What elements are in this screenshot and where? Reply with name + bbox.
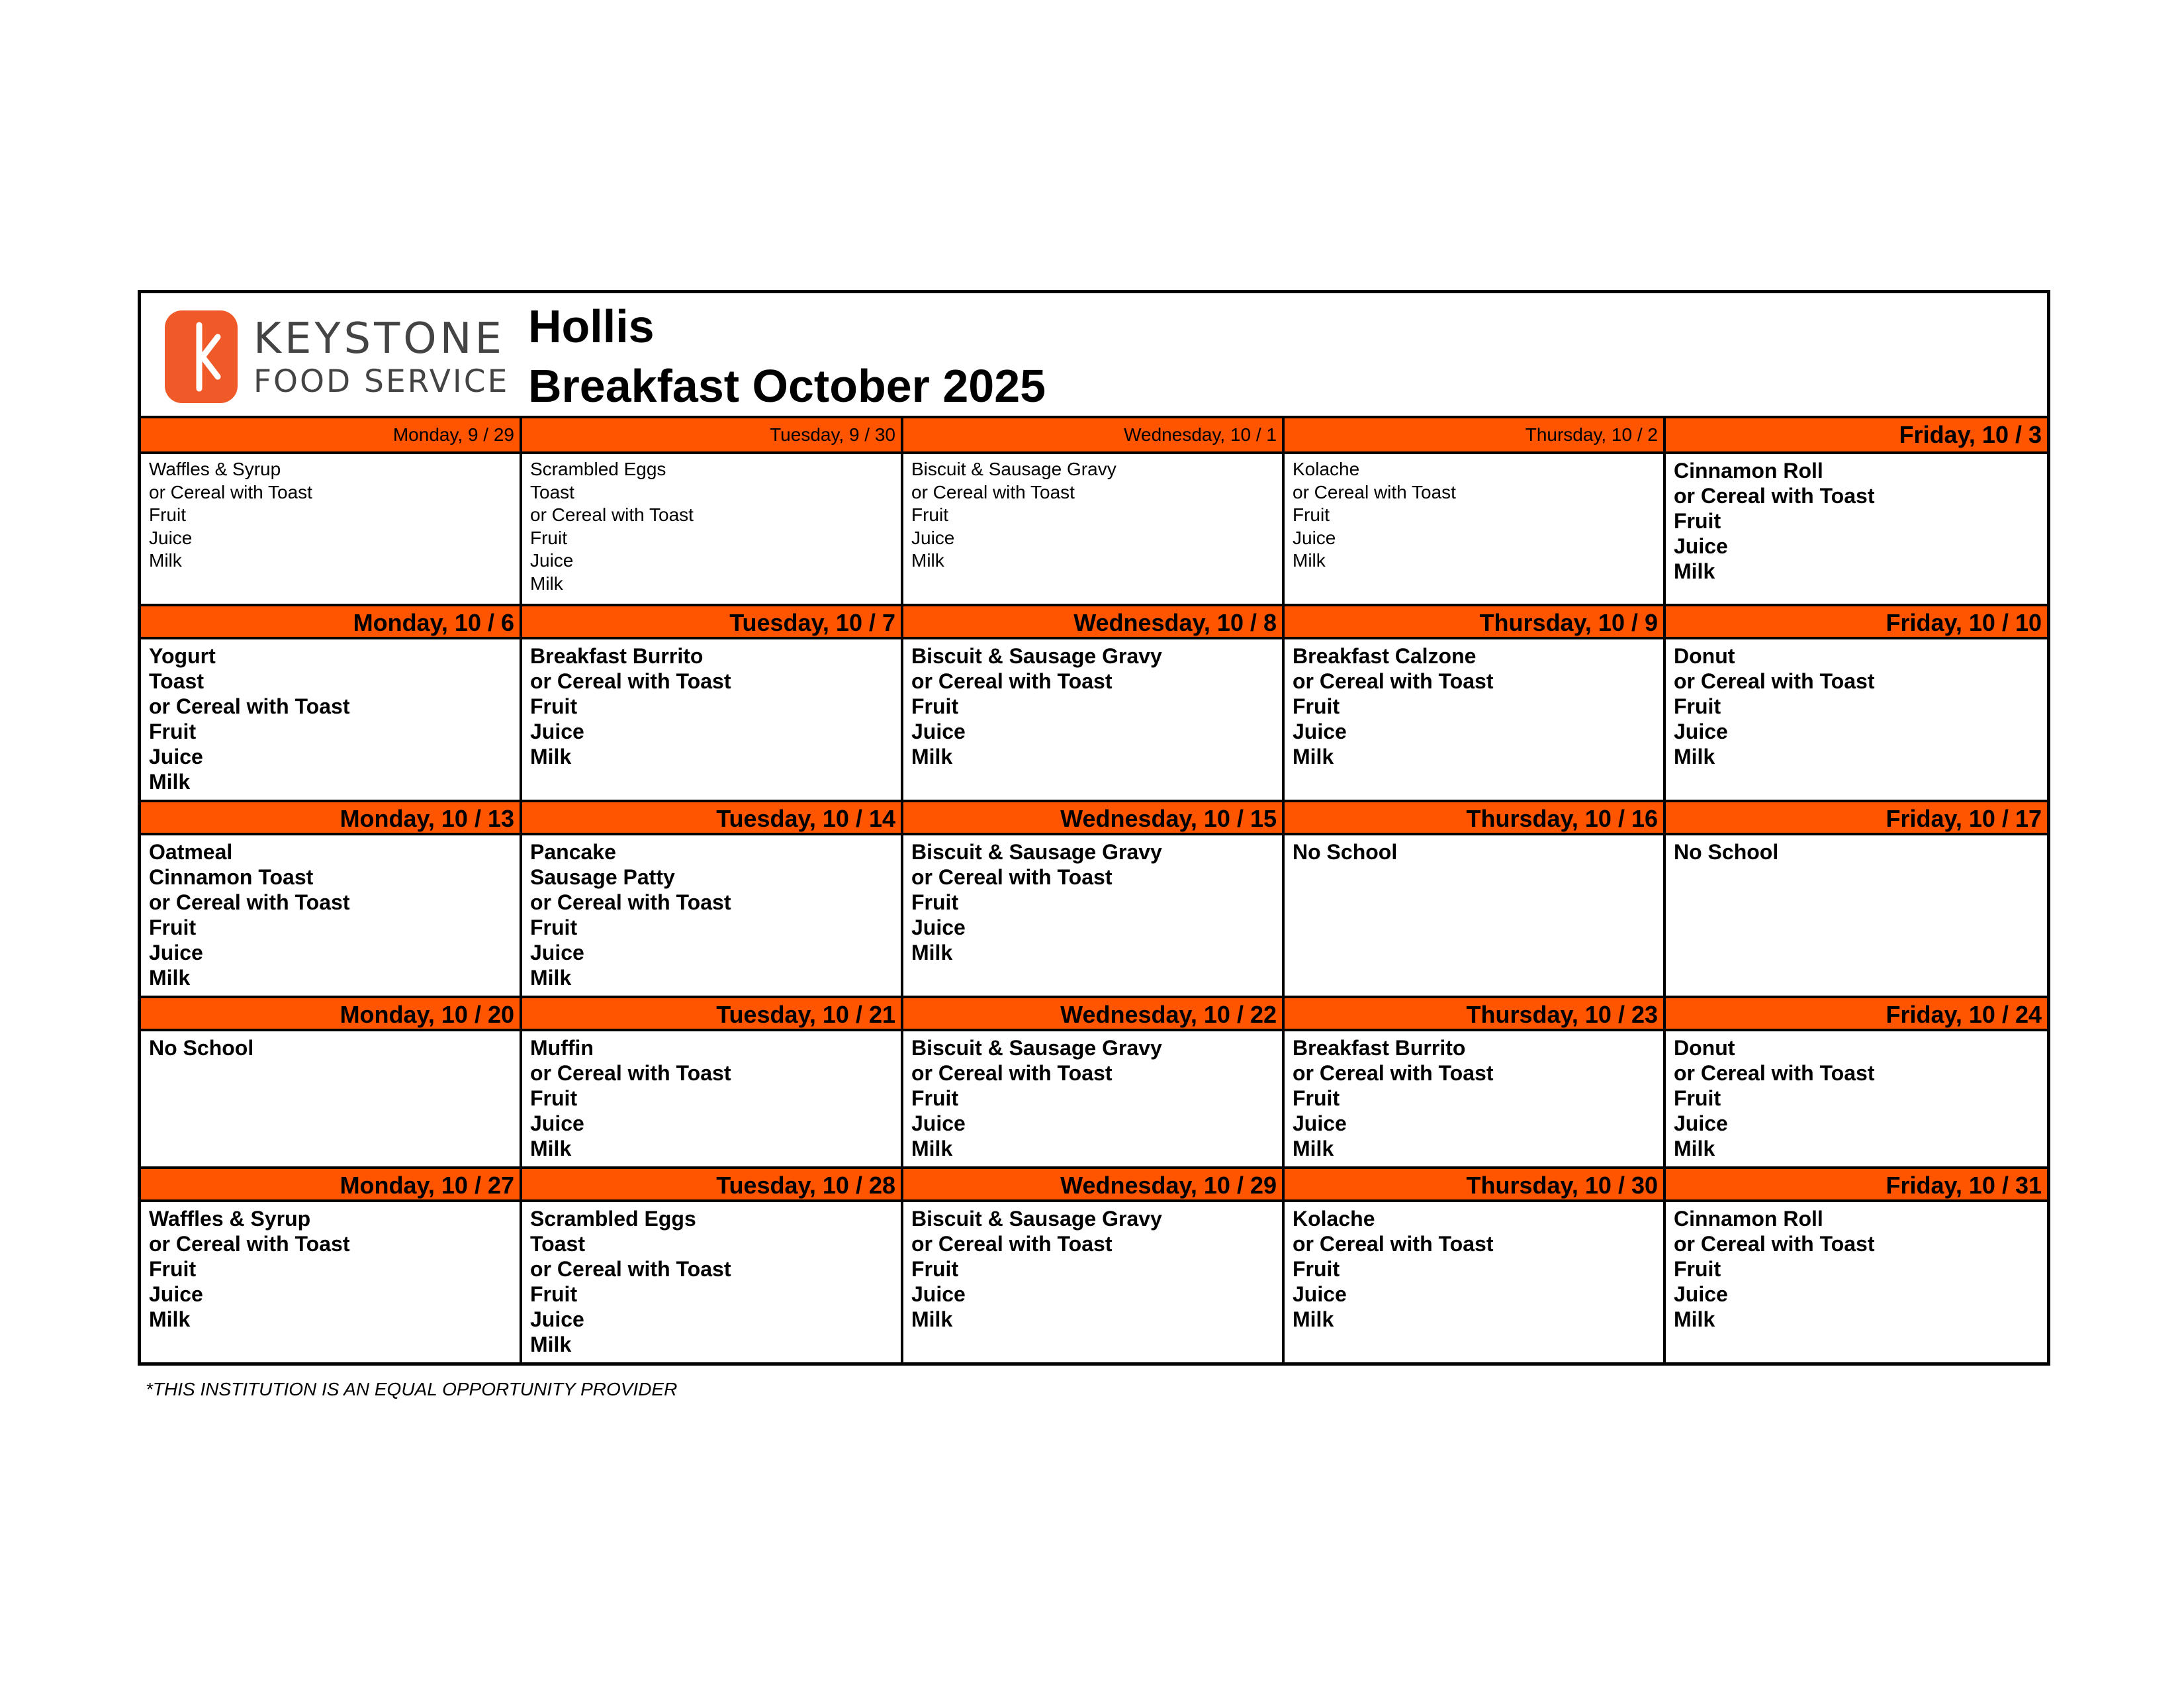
menu-items-list [1285, 639, 1663, 800]
menu-item: Fruit [149, 915, 197, 939]
menu-item: Fruit [530, 915, 578, 939]
menu-item: Cinnamon Roll [1674, 1207, 1823, 1231]
day-date-header: Tuesday, 9 / 30 [522, 418, 901, 454]
day-date-header: Monday, 9 / 29 [141, 418, 520, 454]
menu-items-list [903, 454, 1282, 604]
day-date-header: Wednesday, 10 / 1 [903, 418, 1282, 454]
menu-item: Juice [911, 1111, 966, 1135]
day-cell [141, 604, 522, 800]
menu-item: or Cereal with Toast [530, 1257, 731, 1281]
menu-item: No School [1674, 840, 1779, 864]
menu-item: Biscuit & Sausage Gravy [911, 840, 1162, 864]
day-date-header: Friday, 10 / 10 [1666, 604, 2047, 639]
menu-items-list [903, 639, 1282, 800]
day-date-header: Tuesday, 10 / 7 [522, 604, 901, 639]
day-cell [1285, 418, 1666, 604]
day-date-header: Friday, 10 / 3 [1666, 418, 2047, 454]
menu-item: Fruit [530, 1086, 578, 1110]
menu-items-list [1666, 1202, 2047, 1362]
day-date-header: Wednesday, 10 / 22 [903, 996, 1282, 1031]
day-cell [522, 996, 903, 1166]
menu-item: Toast [530, 481, 574, 502]
menu-item: or Cereal with Toast [149, 890, 350, 914]
menu-item: Biscuit & Sausage Gravy [911, 1207, 1162, 1231]
menu-item: Waffles & Syrup [149, 459, 281, 479]
menu-item: Fruit [530, 1282, 578, 1306]
menu-item: Milk [149, 1307, 191, 1331]
menu-header [141, 293, 2047, 418]
day-cell [903, 800, 1285, 996]
menu-item: Toast [149, 669, 204, 693]
menu-item: Juice [911, 915, 966, 939]
menu-item: Fruit [911, 890, 959, 914]
week-row [141, 418, 2047, 604]
day-date-header: Tuesday, 10 / 28 [522, 1166, 901, 1202]
menu-item: Juice [1293, 527, 1336, 548]
menu-item: Biscuit & Sausage Gravy [911, 644, 1162, 668]
menu-item: Milk [530, 745, 572, 769]
menu-item: Milk [530, 573, 563, 594]
menu-item: Muffin [530, 1036, 594, 1060]
weeks-grid [141, 418, 2047, 1362]
menu-item: or Cereal with Toast [149, 694, 350, 718]
menu-items-list [903, 835, 1282, 996]
menu-item: Fruit [1674, 694, 1721, 718]
menu-item: Juice [530, 1307, 584, 1331]
menu-item: Fruit [1293, 504, 1330, 525]
day-cell [141, 996, 522, 1166]
menu-items-list [1285, 835, 1663, 996]
menu-item: Milk [1293, 1137, 1334, 1160]
menu-item: or Cereal with Toast [911, 481, 1075, 502]
day-date-header: Wednesday, 10 / 8 [903, 604, 1282, 639]
menu-item: Juice [530, 720, 584, 743]
day-date-header: Tuesday, 10 / 14 [522, 800, 901, 835]
k-logo-icon [165, 310, 238, 403]
menu-item: Cinnamon Toast [149, 865, 314, 889]
day-date-header: Monday, 10 / 20 [141, 996, 520, 1031]
menu-item: Fruit [911, 1086, 959, 1110]
menu-item: or Cereal with Toast [1293, 481, 1456, 502]
menu-item: Waffles & Syrup [149, 1207, 311, 1231]
footer-disclaimer: *THIS INSTITUTION IS AN EQUAL OPPORTUNITY PROVIDER [146, 1379, 678, 1399]
menu-item: No School [149, 1036, 254, 1060]
menu-item: Fruit [530, 527, 567, 548]
day-cell [1285, 800, 1666, 996]
menu-item: Juice [911, 1282, 966, 1306]
day-cell [522, 800, 903, 996]
menu-item: Milk [149, 966, 191, 990]
day-cell [903, 418, 1285, 604]
menu-item: Fruit [911, 1257, 959, 1281]
menu-item: or Cereal with Toast [530, 504, 694, 525]
menu-item: Juice [911, 527, 955, 548]
menu-item: or Cereal with Toast [530, 1061, 731, 1085]
menu-item: Juice [1674, 534, 1728, 558]
menu-items-list [903, 1202, 1282, 1362]
menu-item: Fruit [149, 720, 197, 743]
menu-item: or Cereal with Toast [911, 865, 1113, 889]
menu-item: No School [1293, 840, 1398, 864]
menu-item: or Cereal with Toast [911, 669, 1113, 693]
menu-item: Fruit [911, 504, 948, 525]
day-date-header: Friday, 10 / 31 [1666, 1166, 2047, 1202]
day-cell [1285, 996, 1666, 1166]
menu-items-list [1666, 454, 2047, 604]
menu-item: Milk [911, 550, 944, 571]
menu-item: Milk [911, 941, 953, 964]
menu-item: Scrambled Eggs [530, 1207, 696, 1231]
day-cell [141, 1166, 522, 1362]
menu-title: Breakfast October 2025 [528, 360, 1046, 412]
menu-item: Juice [1293, 720, 1347, 743]
day-date-header: Wednesday, 10 / 15 [903, 800, 1282, 835]
week-row [141, 604, 2047, 800]
menu-item: Juice [530, 941, 584, 964]
day-cell [141, 800, 522, 996]
logo-wordmark-line2: FOOD SERVICE [253, 363, 510, 400]
menu-item: Fruit [1293, 1257, 1340, 1281]
menu-item: or Cereal with Toast [149, 481, 312, 502]
menu-item: Juice [1674, 1111, 1728, 1135]
menu-item: or Cereal with Toast [1293, 1232, 1494, 1256]
menu-items-list [1285, 1202, 1663, 1362]
menu-item: Juice [149, 1282, 203, 1306]
day-cell [1285, 1166, 1666, 1362]
day-cell [1666, 604, 2047, 800]
menu-item: or Cereal with Toast [149, 1232, 350, 1256]
menu-item: Milk [1674, 559, 1715, 583]
day-date-header: Thursday, 10 / 2 [1285, 418, 1663, 454]
menu-item: Milk [530, 1333, 572, 1356]
day-date-header: Wednesday, 10 / 29 [903, 1166, 1282, 1202]
menu-item: Milk [149, 550, 182, 571]
menu-item: Breakfast Burrito [1293, 1036, 1466, 1060]
menu-calendar [138, 290, 2050, 1366]
day-date-header: Friday, 10 / 17 [1666, 800, 2047, 835]
day-cell [1285, 604, 1666, 800]
menu-items-list [522, 639, 901, 800]
menu-item: Milk [1293, 1307, 1334, 1331]
menu-item: Milk [149, 770, 191, 794]
menu-item: Fruit [1293, 694, 1340, 718]
menu-item: Milk [911, 1307, 953, 1331]
menu-item: Kolache [1293, 459, 1360, 479]
menu-item: Juice [1674, 1282, 1728, 1306]
day-date-header: Monday, 10 / 27 [141, 1166, 520, 1202]
menu-items-list [1285, 454, 1663, 604]
day-cell [1666, 800, 2047, 996]
day-date-header: Monday, 10 / 13 [141, 800, 520, 835]
menu-items-list [1666, 639, 2047, 800]
menu-item: Milk [1674, 745, 1715, 769]
day-date-header: Monday, 10 / 6 [141, 604, 520, 639]
menu-items-list [903, 1031, 1282, 1166]
menu-item: Milk [1674, 1137, 1715, 1160]
menu-item: Scrambled Eggs [530, 459, 666, 479]
menu-item: Fruit [1674, 1257, 1721, 1281]
menu-item: Oatmeal [149, 840, 233, 864]
menu-item: or Cereal with Toast [911, 1232, 1113, 1256]
day-cell [141, 418, 522, 604]
week-row [141, 996, 2047, 1166]
menu-item: Milk [1293, 745, 1334, 769]
menu-item: Milk [1293, 550, 1326, 571]
day-cell [522, 1166, 903, 1362]
menu-item: Juice [149, 745, 203, 769]
menu-items-list [1666, 835, 2047, 996]
menu-item: or Cereal with Toast [1293, 669, 1494, 693]
menu-item: Milk [530, 1137, 572, 1160]
menu-items-list [141, 1031, 520, 1166]
day-cell [903, 1166, 1285, 1362]
menu-item: Donut [1674, 1036, 1735, 1060]
menu-items-list [1285, 1031, 1663, 1166]
menu-item: Biscuit & Sausage Gravy [911, 1036, 1162, 1060]
menu-items-list [522, 454, 901, 604]
menu-item: Biscuit & Sausage Gravy [911, 459, 1116, 479]
menu-item: Toast [530, 1232, 585, 1256]
menu-item: Sausage Patty [530, 865, 675, 889]
menu-items-list [522, 1202, 901, 1362]
menu-item: or Cereal with Toast [911, 1061, 1113, 1085]
day-cell [1666, 1166, 2047, 1362]
menu-items-list [141, 1202, 520, 1362]
menu-items-list [141, 454, 520, 604]
menu-item: or Cereal with Toast [1674, 1232, 1875, 1256]
site-title: Hollis [528, 301, 655, 352]
menu-items-list [141, 835, 520, 996]
menu-item: Juice [530, 1111, 584, 1135]
menu-item: Fruit [1293, 1086, 1340, 1110]
menu-item: Milk [1674, 1307, 1715, 1331]
day-date-header: Friday, 10 / 24 [1666, 996, 2047, 1031]
menu-item: Milk [911, 745, 953, 769]
day-cell [903, 604, 1285, 800]
menu-items-list [141, 639, 520, 800]
day-cell [1666, 996, 2047, 1166]
day-date-header: Tuesday, 10 / 21 [522, 996, 901, 1031]
day-cell [1666, 418, 2047, 604]
menu-item: Juice [149, 941, 203, 964]
week-row [141, 1166, 2047, 1362]
menu-item: Breakfast Calzone [1293, 644, 1477, 668]
menu-item: Fruit [1674, 509, 1721, 533]
menu-items-list [522, 835, 901, 996]
week-row [141, 800, 2047, 996]
menu-item: Milk [911, 1137, 953, 1160]
menu-item: Cinnamon Roll [1674, 459, 1823, 483]
day-date-header: Thursday, 10 / 30 [1285, 1166, 1663, 1202]
menu-item: Juice [530, 550, 574, 571]
menu-item: Fruit [149, 1257, 197, 1281]
menu-item: Fruit [1674, 1086, 1721, 1110]
menu-item: or Cereal with Toast [1674, 1061, 1875, 1085]
menu-item: Fruit [149, 504, 186, 525]
day-date-header: Thursday, 10 / 16 [1285, 800, 1663, 835]
day-date-header: Thursday, 10 / 9 [1285, 604, 1663, 639]
keystone-logo [161, 306, 518, 406]
day-cell [903, 996, 1285, 1166]
menu-item: Pancake [530, 840, 616, 864]
menu-item: Milk [530, 966, 572, 990]
menu-item: Juice [149, 527, 193, 548]
menu-item: Donut [1674, 644, 1735, 668]
menu-item: or Cereal with Toast [1293, 1061, 1494, 1085]
menu-item: Fruit [530, 694, 578, 718]
day-date-header: Thursday, 10 / 23 [1285, 996, 1663, 1031]
logo-wordmark-line1: KEYSTONE [253, 314, 505, 363]
menu-item: Fruit [911, 694, 959, 718]
menu-item: or Cereal with Toast [1674, 669, 1875, 693]
menu-item: Breakfast Burrito [530, 644, 704, 668]
menu-items-list [522, 1031, 901, 1166]
day-cell [522, 418, 903, 604]
menu-items-list [1666, 1031, 2047, 1166]
menu-item: or Cereal with Toast [530, 890, 731, 914]
menu-item: Juice [1293, 1111, 1347, 1135]
menu-item: Yogurt [149, 644, 216, 668]
day-cell [522, 604, 903, 800]
menu-item: Juice [1674, 720, 1728, 743]
menu-item: Juice [911, 720, 966, 743]
menu-item: or Cereal with Toast [530, 669, 731, 693]
menu-item: or Cereal with Toast [1674, 484, 1875, 508]
menu-item: Juice [1293, 1282, 1347, 1306]
menu-item: Kolache [1293, 1207, 1375, 1231]
